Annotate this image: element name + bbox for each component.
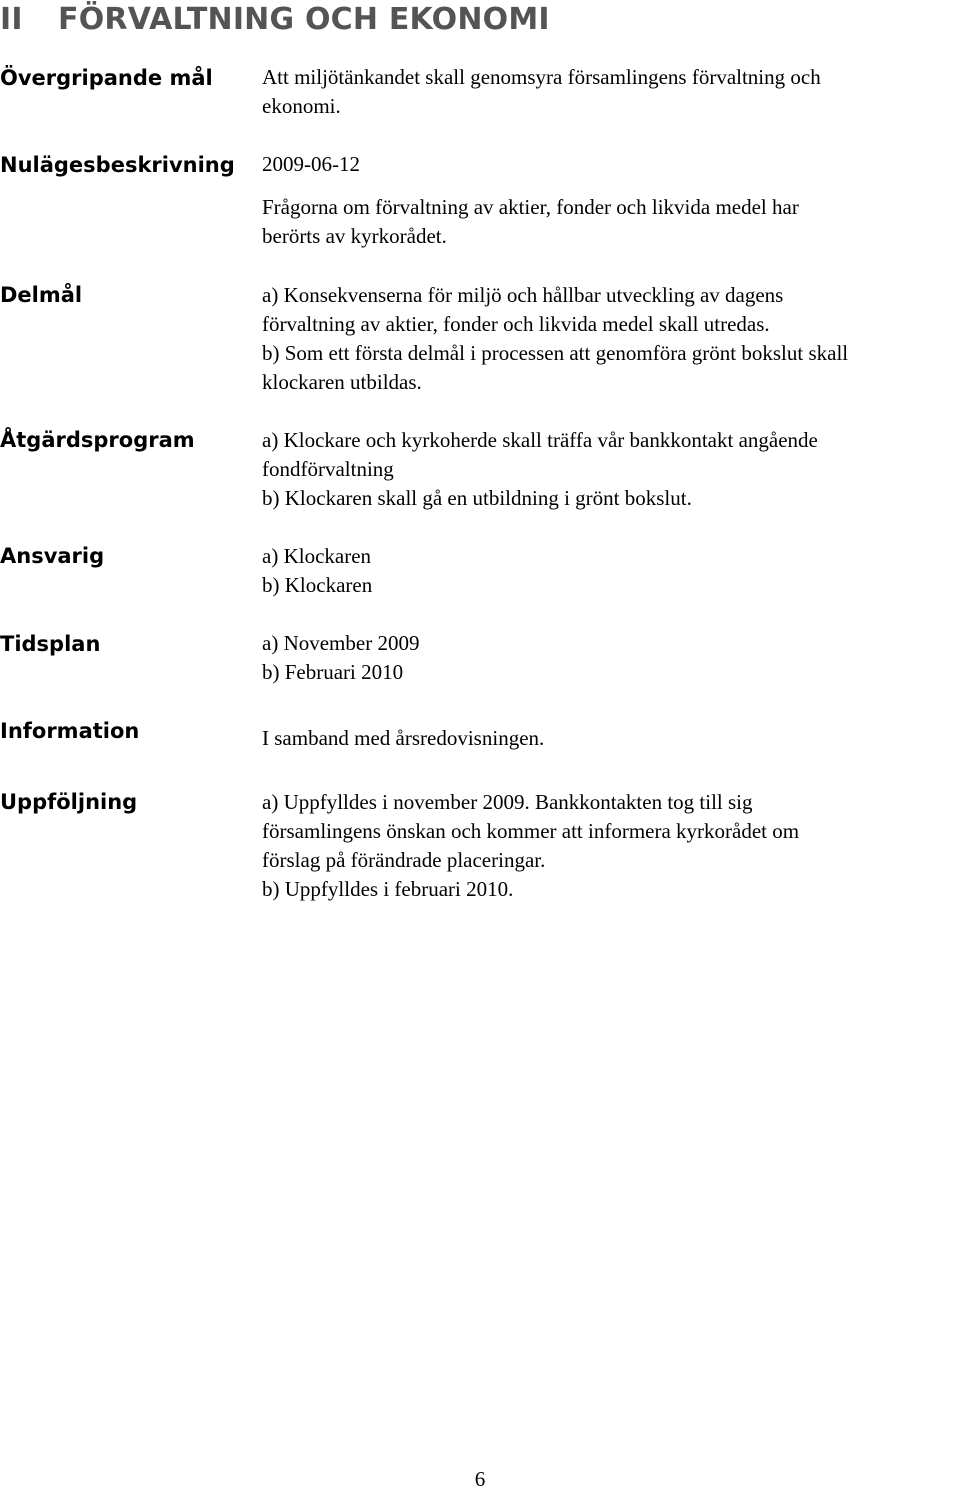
action-program-line: fondförvaltning (262, 457, 394, 481)
schedule-label: Tidsplan (0, 632, 101, 656)
follow-up-line: b) Uppfylldes i februari 2010. (262, 877, 514, 901)
section-heading (0, 0, 550, 40)
responsible-line: a) Klockaren (262, 544, 372, 568)
action-program-label: Åtgärdsprogram (0, 428, 195, 452)
overall-goal-text (262, 63, 821, 121)
information-text (262, 724, 544, 753)
information-line: I samband med årsredovisningen. (262, 726, 545, 750)
follow-up-line: förslag på förändrade placeringar. (262, 848, 546, 872)
current-status-label: Nulägesbeskrivning (0, 153, 235, 177)
follow-up-line: församlingens önskan och kommer att informera kyrkorådet om (262, 819, 800, 843)
sub-goals-line: förvaltning av aktier, fonder och likvida medel skall utredas. (262, 312, 770, 336)
action-program-line: a) Klockare och kyrkoherde skall träffa vår bankkontakt angående (262, 428, 818, 452)
sub-goals-line: a) Konsekvenserna för miljö och hållbar utveckling av dagens (262, 283, 784, 307)
sub-goals-line: b) Som ett första delmål i processen att genomföra grönt bokslut skall (262, 341, 849, 365)
sub-goals-label: Delmål (0, 283, 83, 307)
responsible-label: Ansvarig (0, 544, 105, 568)
current-status-line: berörts av kyrkorådet. (262, 224, 447, 248)
current-status-date: 2009-06-12 (262, 152, 360, 176)
schedule-line: b) Februari 2010 (262, 660, 404, 684)
section-title: FÖRVALTNING OCH EKONOMI (58, 2, 550, 37)
information-label: Information (0, 719, 140, 743)
follow-up-label: Uppföljning (0, 790, 138, 814)
follow-up-text (262, 788, 799, 904)
section-number: II (0, 2, 23, 37)
schedule-text (262, 629, 419, 687)
responsible-line: b) Klockaren (262, 573, 373, 597)
current-status-line: Frågorna om förvaltning av aktier, fonder och likvida medel har (262, 195, 799, 219)
overall-goal-line: Att miljötänkandet skall genomsyra församlingens förvaltning och (262, 65, 821, 89)
current-status-text (262, 193, 799, 251)
sub-goals-line: klockaren utbildas. (262, 370, 422, 394)
responsible-text (262, 542, 372, 600)
follow-up-line: a) Uppfylldes i november 2009. Bankkontakten tog till sig (262, 790, 753, 814)
schedule-line: a) November 2009 (262, 631, 420, 655)
overall-goal-label: Övergripande mål (0, 66, 213, 90)
action-program-line: b) Klockaren skall gå en utbildning i grönt bokslut. (262, 486, 692, 510)
page-number: 6 (474, 1467, 486, 1491)
action-program-text (262, 426, 818, 513)
overall-goal-line: ekonomi. (262, 94, 341, 118)
sub-goals-text (262, 281, 848, 397)
